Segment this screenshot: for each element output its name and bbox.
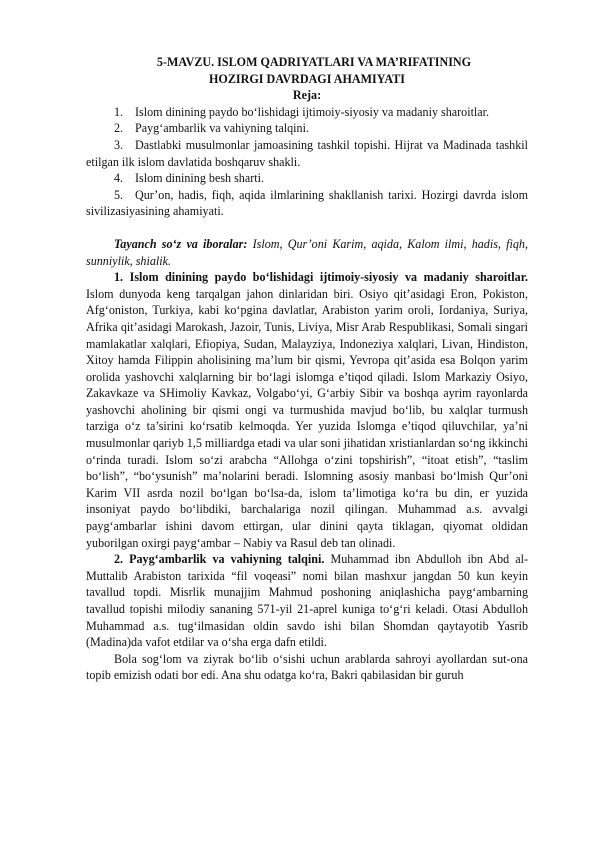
document-page <box>86 54 528 684</box>
keywords-label: Tayanch so‘z va iboralar: <box>114 236 248 251</box>
plan-heading: Reja: <box>292 88 322 103</box>
plan-item-text: Islom dinining paydo bo‘lishidagi ijtimoiy-siyosiy va madaniy sharoitlar. <box>135 104 490 119</box>
plan-item-text: Payg‘ambarlik va vahiyning talqini. <box>135 121 309 136</box>
title-line-2: HOZIRGI DAVRDAGI AHAMIYATI <box>209 71 405 86</box>
document-title <box>86 54 528 87</box>
plan-item-number: 5. <box>114 187 124 202</box>
plan-item-text: Dastlabki musulmonlar jamoasining tashkil topishi. Hijrat va Madinada tashkil etilgan ilk islom davlatida boshqaruv shakli. <box>86 137 528 169</box>
section-2-paragraph <box>86 551 528 651</box>
plan-item-text: Islom dinining besh sharti. <box>135 171 264 186</box>
plan-item-number: 3. <box>114 137 124 152</box>
plan-list <box>86 104 528 220</box>
plan-item <box>86 170 528 187</box>
plan-item-number: 2. <box>114 121 124 136</box>
blank-line <box>86 220 528 236</box>
title-line-1: 5-MAVZU. ISLOM QADRIYATLARI VA MA’RIFATINING <box>156 55 472 69</box>
keywords-list: Islom, Qur’oni Karim, aqida, Kalom ilmi, hadis, fiqh, sunniylik, shialik. <box>86 236 528 268</box>
keywords-paragraph <box>86 236 528 269</box>
section-1-heading: 1. Islom dinining paydo bo‘lishidagi ijtimoiy-siyosiy va madaniy sharoitlar. <box>114 270 528 285</box>
body-paragraph: Bola sog‘lom va ziyrak bo‘lib o‘sishi uchun arablarda sahroyi ayollardan sut-ona topib emizish odati bor edi. Ana shu odatga ko‘ra, Bakri qabilasidan bir guruh <box>86 651 528 683</box>
section-1-body: Islom dunyoda keng tarqalgan jahon dinlaridan biri. Osiyo qit’asidagi Eron, Pokiston, Afg‘oniston, Turkiya, kabi ko‘pgina davlatlar, Arabiston yarim oroli, Iordaniya, Suriya, Afrika qit’asidagi Marokash, Jazoir, Tunis, Liviya, Misr Arab Respublikasi, Somali singari mamlakatlar xalqlari, Efiopiya, Sudan, Malayziya, Indoneziya xalqlari, Livan, Hindiston, Xitoy hamda Filippin aholisining ma’lum bir qismi, Yevropa qit’asida esa Bolqon yarim orolida yashovchi xalqlarning bir bo‘lagi islomga e’tiqod qiladi. Islom Markaziy Osiyo, Zakavkaze va SHimoliy Kavkaz, Volgabo‘yi, G‘arbiy Sibir va boshqa ayrim rayonlarda yashovchi aholining bir qismi ongi va turmushida mavjud bo‘lib, bu xalqlar turmush tarziga o‘z ta’sirini ko‘rsatib kelmoqda. Yer yuzida Islomga e’tiqod qiluvchilar, ya’ni musulmonlar qariyb 1,5 milliardga etadi va ular soni jihatidan xristianlardan so‘ng ikkinchi o‘rinda turadi. Islom so‘zi arabcha “Allohga o‘zini topshirish”, “itoat etish”, “taslim bo‘lish”, “bo‘ysunish” ma’nolarini beradi. Islomning asosiy manbasi bo‘lmish Qur’oni Karim VII asrda nozil bo‘lgan bo‘lsa-da, islom ta’limotiga ko‘ra bu din, er yuzida insoniyat paydo bo‘libdiki, barchalariga nozil qilingan. Muhammad a.s. avvalgi payg‘ambarlar ishini davom ettirgan, ular dinini qayta tiklagan, qiyomat oldidan yuborilgan oxirgi payg‘ambar – Nabiy va Rasul deb tan olinadi. <box>86 286 528 550</box>
plan-item <box>86 187 528 220</box>
section-1-paragraph <box>86 269 528 551</box>
plan-item-number: 4. <box>114 171 124 186</box>
section-2-body: Muhammad ibn Abdulloh ibn Abd al-Muttalib Arabiston tarixida “fil voqeasi” nomi bilan mashxur jangdan 50 kun keyin tavallud topdi. Misrlik munajjim Mahmud poshoning aniqlashicha payg‘ambarning tavallud topishi milodiy sananing 571-yil 21-aprel kuniga to‘g‘ri keladi. Otasi Abdulloh Muhammad a.s. tug‘ilmasidan oldin savdo ishi bilan Shomdan qaytayotib Yasrib (Madina)da vafot etdilar va o‘sha erga dafn etildi. <box>86 552 528 650</box>
section-2-heading: 2. Payg‘ambarlik va vahiyning talqini. <box>114 552 325 567</box>
plan-item-number: 1. <box>114 104 124 119</box>
plan-item <box>86 137 528 170</box>
plan-item-text: Qur’on, hadis, fiqh, aqida ilmlarining shakllanish tarixi. Hozirgi davrda islom sivilizasiyasining ahamiyati. <box>86 187 528 219</box>
plan-item <box>86 104 528 121</box>
plan-item <box>86 120 528 137</box>
